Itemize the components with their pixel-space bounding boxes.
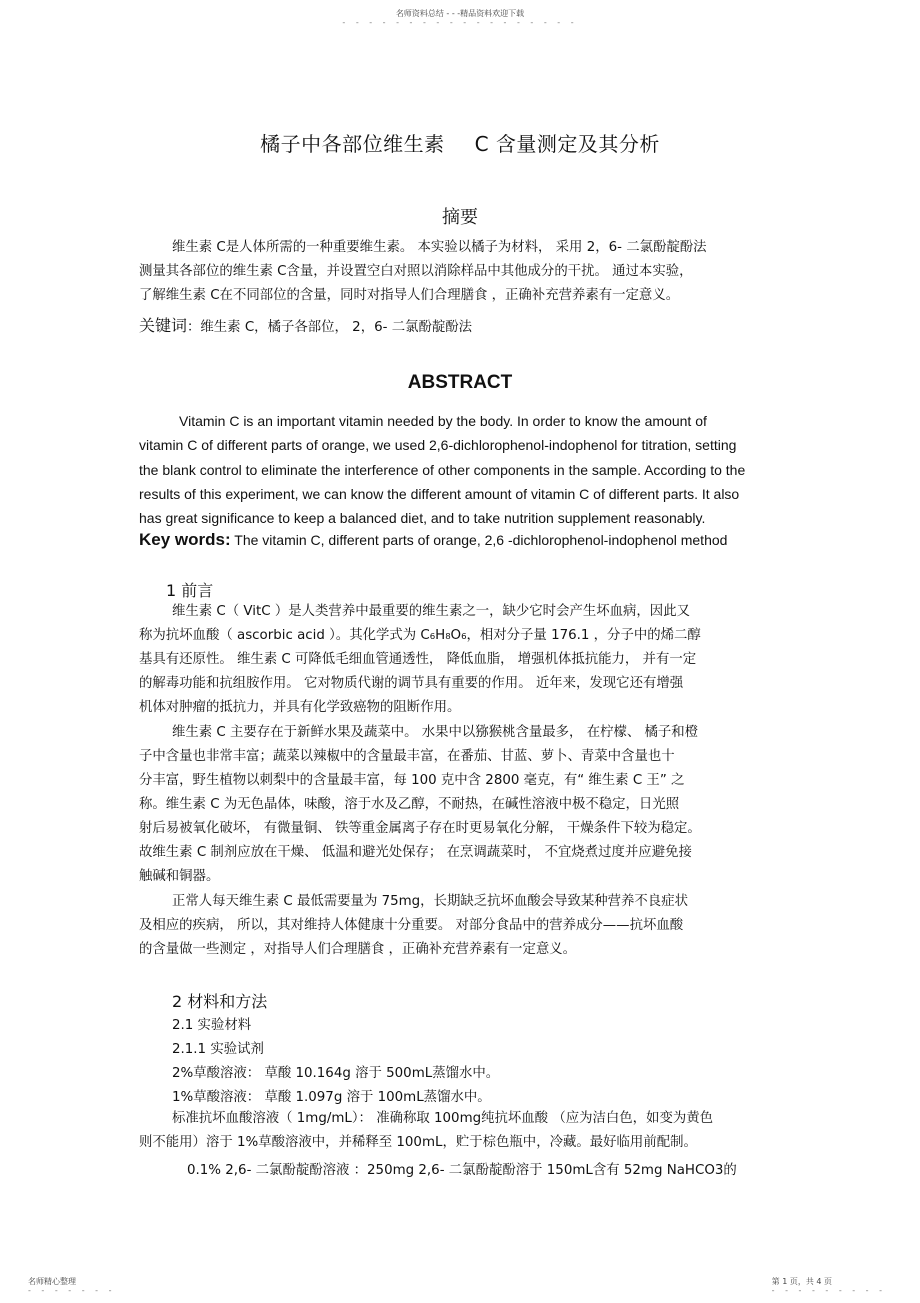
abstract-en-heading: ABSTRACT xyxy=(407,372,513,393)
text-line: 射后易被氧化破坏， 有微量铜、 铁等重金属离子存在时更易氧化分解， 干燥条件下较为稳定。 xyxy=(139,821,701,836)
keywords-cn-text: ：维生素 C，橘子各部位， 2，6- 二氯酚靛酚法 xyxy=(187,320,473,335)
footer-right xyxy=(772,1276,886,1295)
text-line: 维生素 C 主要存在于新鲜水果及蔬菜中。 水果中以猕猴桃含量最多， 在柠檬、 橘子和橙 xyxy=(172,725,699,740)
text-line: has great significance to keep a balanced diet, and to take nutrition supplement reasonably. xyxy=(139,510,706,527)
footer-left-text: 名师精心整理 xyxy=(28,1277,76,1286)
subsection-2-1-1: 2.1.1 实验试剂 xyxy=(172,1042,264,1057)
reagent-item: 1%草酸溶液： 草酸 1.097g 溶于 100mL蒸馏水中。 xyxy=(172,1090,491,1105)
keywords-en-text: The vitamin C, different parts of orange, 2,6 -dichlorophenol-indophenol method xyxy=(234,532,728,548)
keywords-cn xyxy=(139,313,472,336)
text-line: 分丰富，野生植物以刺梨中的含量最丰富，每 100 克中含 2800 毫克，有“ 维生素 C 王” 之 xyxy=(139,773,685,788)
header-dots: - - - - - - - - - - - - - - - - - - xyxy=(342,18,578,27)
footer-right-dots: - - - - - - - - - xyxy=(771,1286,886,1295)
text-line: 基具有还原性。 维生素 C 可降低毛细血管通透性， 降低血脂， 增强机体抵抗能力， 并有一定 xyxy=(139,652,697,667)
text-line: 触碱和铜器。 xyxy=(139,869,220,884)
text-line: 标准抗坏血酸溶液（ 1mg/mL）： 准确称取 100mg纯抗坏血酸 （应为洁白色，如变为黄色 xyxy=(172,1111,714,1126)
text-line: 机体对肿瘤的抵抗力，并具有化学致癌物的阻断作用。 xyxy=(139,700,461,715)
document-title xyxy=(0,128,920,157)
text-line: 正常人每天维生素 C 最低需要量为 75mg，长期缺乏抗坏血酸会导致某种营养不良症状 xyxy=(172,894,688,909)
text-line: 称。维生素 C 为无色晶体，味酸，溶于水及乙醇，不耐热，在碱性溶液中极不稳定，日光照 xyxy=(139,797,680,812)
subsection-2-1: 2.1 实验材料 xyxy=(172,1018,252,1033)
page-number: 第 1 页，共 4 页 xyxy=(771,1277,833,1286)
footer-left xyxy=(28,1276,115,1295)
section-1-paragraph-3 xyxy=(139,890,789,962)
reagent-item: 2%草酸溶液： 草酸 10.164g 溶于 500mL蒸馏水中。 xyxy=(172,1066,500,1081)
footer-left-dots: - - - - - - - xyxy=(28,1286,116,1295)
abstract-cn-body xyxy=(139,236,789,308)
text-line: vitamin C of different parts of orange, we used 2,6-dichlorophenol-indophenol for titration, setting xyxy=(139,437,737,454)
abstract-en-body xyxy=(139,409,789,530)
text-line: 的解毒功能和抗组胺作用。 它对物质代谢的调节具有重要的作用。 近年来，发现它还有增强 xyxy=(139,676,684,691)
text-line: 的含量做一些测定 ，对指导人们合理膳食 ，正确补充营养素有一定意义。 xyxy=(139,942,577,957)
text-line: 子中含量也非常丰富；蔬菜以辣椒中的含量最丰富，在番茄、甘蓝、萝卜、青菜中含量也十 xyxy=(139,749,675,764)
text-line: 称为抗坏血酸（ ascorbic acid ）。其化学式为 C₆H₈O₆，相对分子量 176.1 ，分子中的烯二醇 xyxy=(139,628,701,643)
section-1-heading: 1 前言 xyxy=(166,581,214,600)
title-part-1: 橘子中各部位维生素 xyxy=(260,132,445,156)
section-1-paragraph-1 xyxy=(139,600,789,720)
text-line: 故维生素 C 制剂应放在干燥、 低温和避光处保存； 在烹调蔬菜时， 不宜烧煮过度并应避免接 xyxy=(139,845,692,860)
text-line: 了解维生素 C在不同部位的含量，同时对指导人们合理膳食 ，正确补充营养素有一定意义。 xyxy=(139,288,680,303)
text-line: results of this experiment, we can know the different amount of vitamin C of different parts. It also xyxy=(139,485,740,502)
text-line: 则不能用）溶于 1%草酸溶液中，并稀释至 100mL，贮于棕色瓶中，冷藏。最好临用前配制。 xyxy=(139,1135,697,1150)
abstract-cn-heading: 摘要 xyxy=(442,207,478,228)
text-line: the blank control to eliminate the interference of other components in the sample. According to the xyxy=(139,461,746,478)
keywords-cn-label: 关键词 xyxy=(139,316,188,335)
keywords-en-label: Key words: xyxy=(139,530,231,549)
text-line: 测量其各部位的维生素 C含量，并设置空白对照以消除样品中其他成分的干扰。 通过本实验， xyxy=(139,264,693,279)
text-line: 维生素 C（ VitC ）是人类营养中最重要的维生素之一，缺少它时会产生坏血病，因此又 xyxy=(172,604,690,619)
reagent-item: 0.1% 2,6- 二氯酚靛酚溶液 ：250mg 2,6- 二氯酚靛酚溶于 150mL含有 52mg NaHCO3的 xyxy=(187,1163,737,1178)
header-watermark: 名师资料总结 - - -精品资料欢迎下载 xyxy=(395,9,525,18)
text-line: 及相应的疾病， 所以，其对维持人体健康十分重要。 对部分食品中的营养成分——抗坏血酸 xyxy=(139,918,684,933)
standard-solution-paragraph xyxy=(139,1107,789,1155)
keywords-en xyxy=(139,530,727,550)
section-2-heading: 2 材料和方法 xyxy=(172,992,268,1011)
text-line: 维生素 C是人体所需的一种重要维生素。 本实验以橘子为材料， 采用 2，6- 二氯酚靛酚法 xyxy=(172,240,707,255)
section-1-paragraph-2 xyxy=(139,721,789,889)
page-header xyxy=(0,8,920,27)
title-part-2: C 含量测定及其分析 xyxy=(474,132,660,156)
text-line: Vitamin C is an important vitamin needed by the body. In order to know the amount of xyxy=(179,413,707,429)
